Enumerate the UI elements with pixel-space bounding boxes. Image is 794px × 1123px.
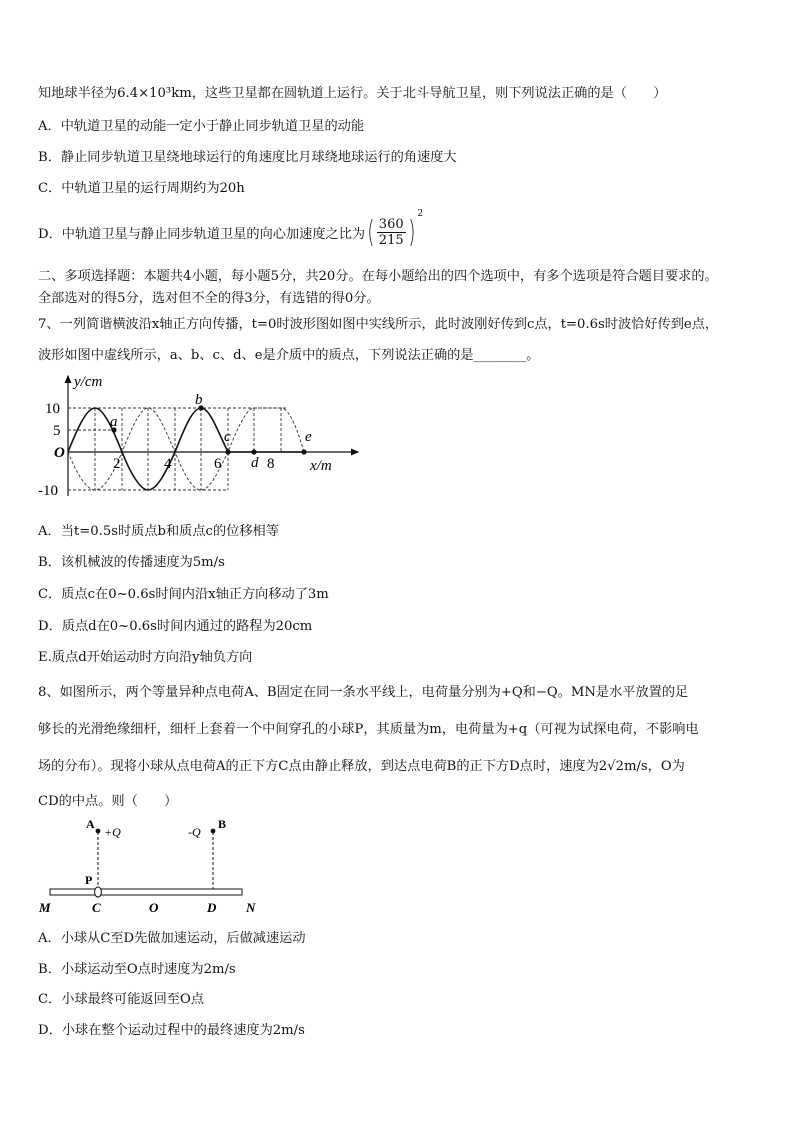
wave-graph [38, 368, 368, 503]
label-plus-q: +Q [104, 825, 121, 839]
q6-fraction [377, 217, 406, 248]
q8-option-b: B．小球运动至O点时速度为2m/s [38, 962, 236, 977]
y-tick-10: 10 [45, 401, 60, 417]
ball-p [95, 887, 102, 897]
q6-option-a: A．中轨道卫星的动能一定小于静止同步轨道卫星的动能 [38, 119, 365, 134]
label-d: D [207, 900, 217, 915]
label-b: b [195, 392, 203, 408]
section2-line2: 全部选对的得5分，选对但不全的得3分，有选错的得0分。 [38, 291, 380, 306]
q8-option-d: D．小球在整个运动过程中的最终速度为2m/s [38, 1023, 305, 1038]
q8-stem-line4: CD的中点。则（ ） [38, 794, 178, 809]
q6-exponent: 2 [417, 209, 424, 219]
q7-stem-line2: 波形如图中虚线所示，a、b、c、d、e是介质中的质点，下列说法正确的是________。 [38, 348, 540, 363]
q8-stem-line3: 场的分布）。现将小球从点电荷A的正下方C点由静止释放，到达点电荷B的正下方D点时，速度为2√2m/s，O为 [38, 759, 685, 774]
label-charge-b: B [218, 817, 227, 831]
q7-option-d: D．质点d在0~0.6s时间内通过的路程为20cm [38, 619, 313, 634]
label-d: d [251, 455, 259, 471]
label-o: O [149, 900, 159, 915]
q6-fraction-den: 215 [378, 232, 404, 248]
rod-mn [50, 889, 242, 895]
q7-stem-line1: 7、一列简谐横波沿x轴正方向传播，t=0时波形图如图中实线所示，此时波刚好传到c点，t=0.6s时波恰好传到e点， [38, 317, 719, 332]
q8-option-a: A．小球从C至D先做加速运动，后做减速运动 [38, 931, 306, 946]
section2-line1: 二、多项选择题：本题共4小题，每小题5分，共20分。在每小题给出的四个选项中，有多个选项是符合题目要求的。 [38, 269, 718, 284]
q8-stem-line1: 8、如图所示，两个等量异种点电荷A、B固定在同一条水平线上，电荷量分别为+Q和−Q。MN是水平放置的足 [38, 685, 689, 700]
q7-option-b: B．该机械波的传播速度为5m/s [38, 555, 225, 570]
q6-fraction-num: 360 [378, 216, 404, 232]
label-e: e [305, 429, 312, 445]
label-a: a [110, 414, 118, 430]
point-d [251, 449, 256, 454]
point-c [225, 449, 230, 454]
label-c: c [224, 429, 231, 445]
q7-option-e: E.质点d开始运动时方向沿y轴负方向 [38, 650, 253, 665]
label-minus-q: -Q [188, 825, 201, 839]
y-tick-5: 5 [53, 423, 61, 439]
y-axis-label: y/cm [74, 374, 103, 390]
q8-stem-line2: 够长的光滑绝缘细杆，细杆上套着一个中间穿孔的小球P，其质量为m，电荷量为+q（可视为试探电荷，不影响电 [38, 722, 699, 737]
label-n: N [246, 900, 256, 915]
q8-option-c: C．小球最终可能返回至O点 [38, 992, 204, 1007]
y-tick-neg10: -10 [38, 483, 58, 499]
x-tick-4: 4 [164, 456, 172, 472]
q7-option-c: C．质点c在0~0.6s时间内沿x轴正方向移动了3m [38, 587, 329, 602]
q6-option-c: C．中轨道卫星的运行周期约为20h [38, 181, 245, 196]
charge-b [211, 829, 216, 834]
q6-option-d: D．中轨道卫星与静止同步轨道卫星的向心加速度之比为 ( $\frac{360}{215}$ ) 2 [38, 209, 424, 250]
q6-option-b: B．静止同步轨道卫星绕地球运行的角速度比月球绕地球运行的角速度大 [38, 150, 457, 165]
label-m: M [39, 900, 51, 915]
x-tick-6: 6 [214, 456, 222, 472]
charge-a [96, 829, 101, 834]
label-p: P [85, 873, 93, 887]
q7-option-a: A．当t=0.5s时质点b和质点c的位移相等 [38, 524, 279, 539]
x-axis-label: x/m [310, 458, 332, 474]
q6-stem: 知地球半径为6.4×10³km，这些卫星都在圆轨道上运行。关于北斗导航卫星，则下列说法正确的是（ ） [38, 86, 667, 101]
label-charge-a: A [86, 817, 95, 831]
origin-label: O [54, 445, 65, 461]
point-e [301, 449, 306, 454]
x-tick-8: 8 [267, 456, 275, 472]
x-tick-2: 2 [113, 456, 121, 472]
q6-option-d-text: D．中轨道卫星与静止同步轨道卫星的向心加速度之比为 [38, 226, 366, 242]
charge-rod-figure [36, 814, 276, 918]
label-c: C [92, 900, 101, 915]
